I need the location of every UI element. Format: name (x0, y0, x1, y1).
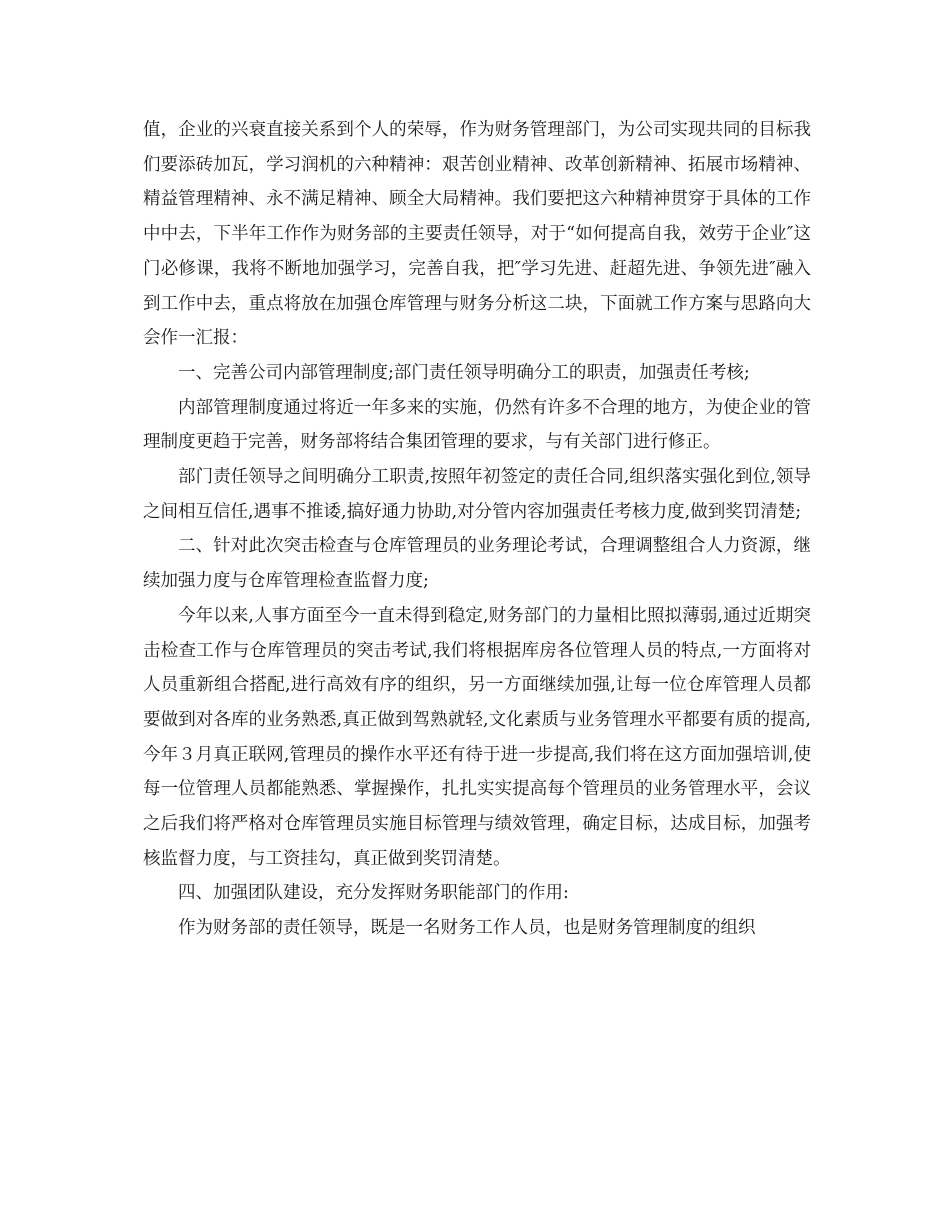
section-heading-four: 四、加强团队建设，充分发挥财务职能部门的作用: (178, 883, 569, 904)
paragraph-personnel: 今年以来,人事方面至今一直未得到稳定,财务部门的力量相比照拟薄弱,通过近期突击检查工作与仓库管理员的突击考试,我们将根据库房各位管理人员的特点,一方面将对人员重新组合搭配,进行高效有序的组织，另一方面继续加强,让每一位仓库管理人员都要做到对各库的业务熟悉,真正做到驾熟就轻,文化素质与业务管理水平都要有质的提高,今年３月真正联网,管理员的操作水平还有待于进一步提高,我们将在这方面加强培训,使每一位管理人员都能熟悉、掌握操作，扎扎实实提高每个管理员的业务管理水平，会议之后我们将严格对仓库管理员实施目标管理与绩效管理，确定目标，达成目标，加强考核监督力度，与工资挂勾，真正做到奖罚清楚。 (143, 605, 811, 869)
paragraph-continuation: 值，企业的兴衰直接关系到个人的荣辱，作为财务管理部门，为公司实现共同的目标我们要添砖加瓦，学习润机的六种精神：艰苦创业精神、改革创新精神、拓展市场精神、精益管理精神、永不满足精神、顾全大局精神。我们要把这六种精神贯穿于具体的工作中中去，下半年工作作为财务部的主要责任领导，对于“如何提高自我，效劳于企业″这门必修课，我将不断地加强学习，完善自我，把″学习先进、赶超先进、争领先进″融入到工作中去，重点将放在加强仓库管理与财务分析这二块，下面就工作方案与思路向大会作一汇报： (143, 120, 811, 349)
paragraph-management-system: 内部管理制度通过将近一年多来的实施，仍然有许多不合理的地方，为使企业的管理制度更趋于完善，财务部将结合集团管理的要求，与有关部门进行修正。 (143, 397, 811, 453)
paragraph-team-building: 作为财务部的责任领导，既是一名财务工作人员，也是财务管理制度的组织 (178, 918, 756, 939)
section-heading-two: 二、针对此次突击检查与仓库管理员的业务理论考试，合理调整组合人力资源，继续加强力度与仓库管理检查监督力度; (143, 536, 811, 592)
section-heading-one: 一、完善公司内部管理制度;部门责任领导明确分工的职责，加强责任考核; (178, 362, 750, 383)
paragraph-responsibility: 部门责任领导之间明确分工职责,按照年初签定的责任合同,组织落实强化到位,领导之间相互信任,遇事不推诿,搞好通力协助,对分管内容加强责任考核力度,做到奖罚清楚; (143, 467, 811, 522)
document-body (143, 113, 811, 946)
